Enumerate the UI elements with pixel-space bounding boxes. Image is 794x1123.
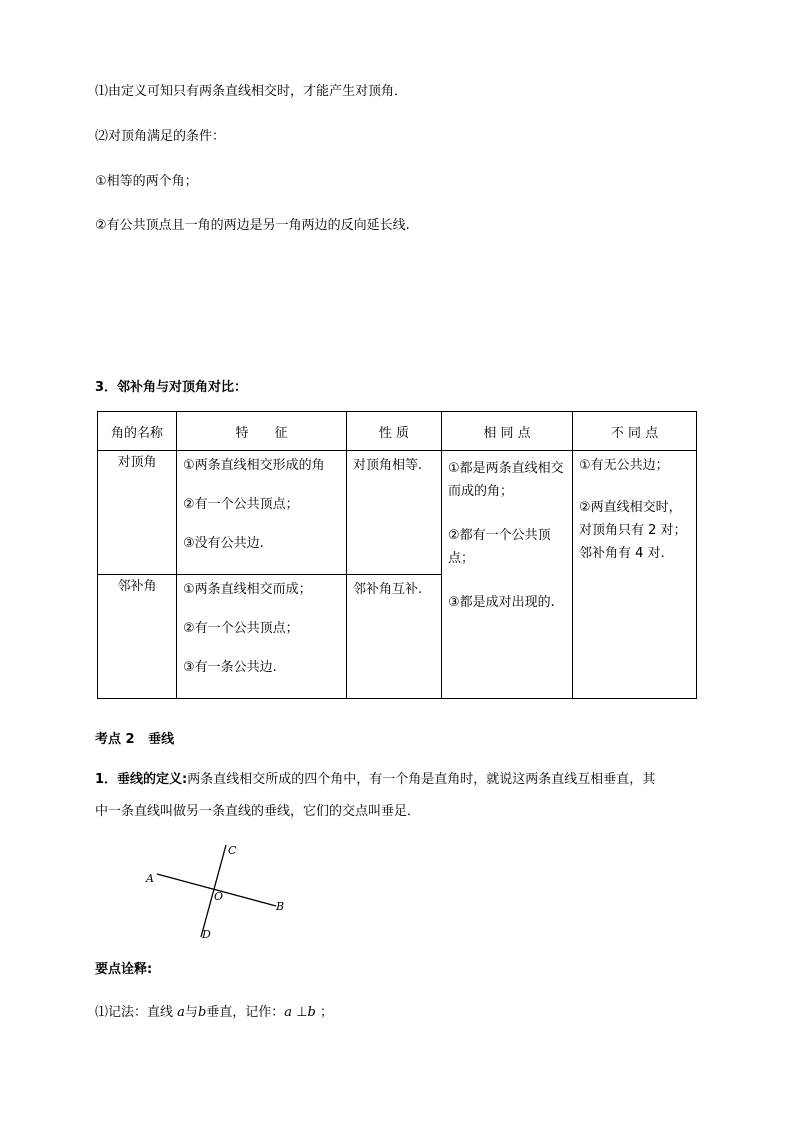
feature-cell — [177, 451, 347, 575]
kaodian-2-heading — [95, 731, 174, 749]
perp-symbol: ⊥ — [296, 1005, 308, 1020]
property-text: 对顶角相等. — [353, 458, 423, 473]
var-a: a — [177, 1005, 185, 1020]
expr-b: b — [307, 1005, 316, 1020]
header-cell: 相 同 点 — [442, 412, 573, 451]
diff-points-cell — [573, 451, 697, 699]
note-line-3: ①相等的两个角； — [95, 174, 198, 189]
perpendicular-figure — [140, 838, 300, 943]
same-points-cell — [442, 451, 573, 699]
header-cell: 特 征 — [177, 412, 347, 451]
label-b: B — [276, 900, 285, 913]
row-name-cell — [98, 451, 177, 575]
table-row — [98, 451, 697, 575]
row-name-cell — [98, 575, 177, 699]
note-line-1: ⑴由定义可知只有两条直线相交时，才能产生对顶角． — [95, 84, 408, 99]
feature-item: ①两条直线相交而成； — [183, 582, 312, 597]
property-cell — [347, 451, 442, 575]
diff-item: ②两直线相交时，对顶角只有 2 对；邻补角有 4 对. — [579, 500, 687, 561]
perpendicular-definition-line-2: 中一条直线叫做另一条直线的垂线，它们的交点叫垂足． — [95, 804, 421, 819]
perpendicular-definition-line-1 — [95, 771, 655, 789]
diff-item: ①有无公共边； — [579, 458, 669, 473]
feature-item: ③有一条公共边. — [183, 660, 277, 675]
header-cell: 角的名称 — [98, 412, 177, 451]
row-name: 邻补角 — [117, 579, 157, 594]
section-3-title: 3．邻补角与对顶角对比： — [95, 380, 248, 395]
label-c: C — [228, 844, 237, 857]
expr-a: a — [284, 1005, 293, 1020]
notation-prefix: ⑴记法：直线 — [95, 1005, 174, 1020]
same-item: ①都是两条直线相交而成的角； — [448, 461, 564, 499]
comparison-table — [97, 411, 697, 699]
label-a: A — [146, 872, 154, 885]
feature-item: ②有一个公共顶点； — [183, 497, 299, 512]
feature-item: ②有一个公共顶点； — [183, 621, 299, 636]
header-cell: 性 质 — [347, 412, 442, 451]
label-d: D — [202, 928, 211, 941]
notation-end: ； — [319, 1005, 333, 1020]
label-o: O — [214, 890, 224, 903]
definition-label: 1．垂线的定义: — [95, 772, 188, 787]
feature-item: ①两条直线相交形成的角 — [183, 458, 325, 473]
same-item: ③都是成对出现的. — [448, 595, 555, 610]
same-item: ②都有一个公共顶点； — [448, 528, 551, 566]
property-cell — [347, 575, 442, 699]
feature-item: ③没有公共边. — [183, 536, 264, 551]
kaodian-2-prefix: 考点 2 — [95, 732, 135, 747]
key-points-title: 要点诠释: — [95, 962, 153, 977]
property-text: 邻补角互补. — [353, 582, 423, 597]
definition-text-1: 两条直线相交所成的四个角中，有一个角是直角时，就说这两条直线互相垂直，其 — [187, 772, 656, 787]
table-header-row — [98, 412, 697, 451]
notation-mid2: 垂直，记作： — [206, 1005, 285, 1020]
row-name: 对顶角 — [117, 455, 157, 470]
header-cell: 不 同 点 — [573, 412, 697, 451]
feature-cell — [177, 575, 347, 699]
var-b: b — [197, 1005, 207, 1020]
note-line-4: ②有公共顶点且一角的两边是另一角两边的反向延长线. — [95, 218, 410, 233]
kaodian-2-title: 垂线 — [148, 732, 175, 747]
notation-line — [95, 1004, 333, 1022]
note-line-2: ⑵对顶角满足的条件： — [95, 129, 226, 144]
notation-mid: 与 — [184, 1005, 198, 1020]
